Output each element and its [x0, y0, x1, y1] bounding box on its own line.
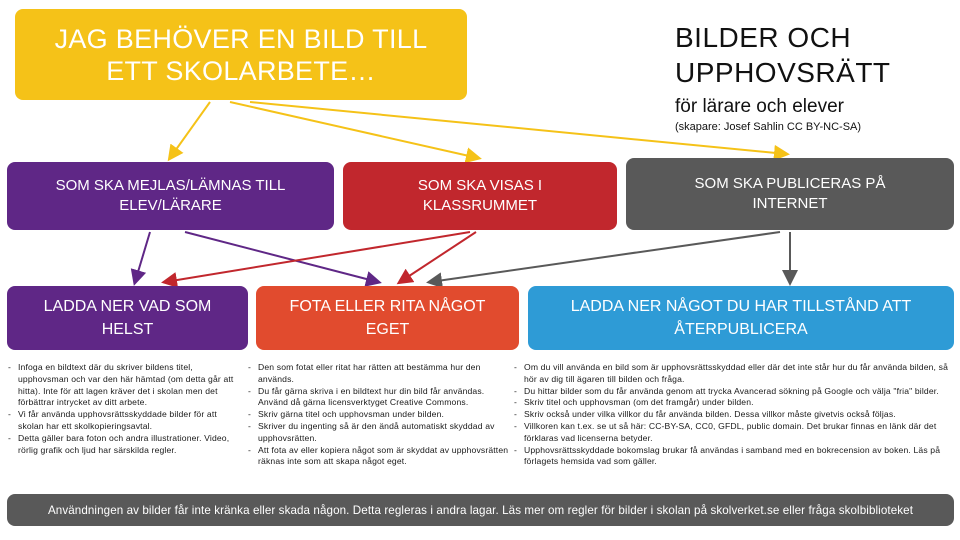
- footer-note: [7, 494, 954, 526]
- column-own-image: [246, 362, 512, 468]
- draw-line-2: EGET: [365, 321, 410, 338]
- list-item: - Skriv gärna titel och upphovsman under bilden.: [246, 409, 512, 421]
- box-publish-on-internet: [626, 158, 954, 230]
- list-item: - Infoga en bildtext där du skriver bildens titel, upphovsman och var den här hämtad (om detta går att hitta). Inte för att lagen kräver det i skolan men det förbättrar intrycket av ditt arbete.: [6, 362, 244, 409]
- list-item: - Villkoren kan t.ex. se ut så här: CC-BY-SA, CC0, GFDL, public domain. Det brukar finnas en länk där det förklaras vad licenserna betyder.: [512, 421, 956, 445]
- permission-line-1: LADDA NER NÅGOT DU HAR TILLSTÅND ATT: [570, 298, 912, 315]
- classroom-line-2: KLASSRUMMET: [422, 197, 538, 214]
- box-download-anything: [7, 286, 248, 350]
- title-line-1: BILDER OCH: [675, 22, 852, 53]
- list-item: - Den som fotat eller ritat har rätten att bestämma hur den används.: [246, 362, 512, 386]
- list-item: - Upphovsrättsskyddade bokomslag brukar få användas i samband med en bokrecension av boken. Läs på förlagets hemsida vad som gäller.: [512, 445, 956, 469]
- classroom-line-1: SOM SKA VISAS I: [417, 177, 543, 194]
- list-item: - Du får gärna skriva i en bildtext hur din bild får användas. Använd då gärna licensverktyget Creative Commons.: [246, 386, 512, 410]
- mail-line-1: SOM SKA MEJLAS/LÄMNAS TILL: [55, 177, 286, 194]
- footer-text: Användningen av bilder får inte kränka eller skada någon. Detta regleras i andra lagar. Läs mer om regler för bilder i skolan på skolverket.se eller fråga skolbiblioteket: [47, 503, 914, 517]
- list-item: - Om du vill använda en bild som är upphovsrättsskyddad eller där det inte står hur du får använda bilden, så hör av dig till ägaren till bilden och fråga.: [512, 362, 956, 386]
- any-line-2: HELST: [101, 321, 154, 338]
- arrow-class-to-draw: [400, 232, 476, 282]
- page-title: [675, 20, 891, 90]
- permission-line-2: ÅTERPUBLICERA: [674, 321, 808, 338]
- mail-line-2: ELEV/LÄRARE: [119, 197, 222, 214]
- arrow-to-mail: [170, 102, 210, 158]
- box-show-in-classroom: [343, 162, 617, 230]
- internet-line-1: SOM SKA PUBLICERAS PÅ: [694, 175, 886, 192]
- column-with-permission: [512, 362, 956, 468]
- any-line-1: LADDA NER VAD SOM: [43, 298, 212, 315]
- list-item: - Detta gäller bara foton och andra illustrationer. Video, rörlig grafik och ljud har särskilda regler.: [6, 433, 244, 457]
- question-line-2: ETT SKOLARBETE…: [106, 55, 376, 86]
- draw-line-1: FOTA ELLER RITA NÅGOT: [289, 298, 486, 315]
- box-download-with-permission: [528, 286, 954, 350]
- credit: (skapare: Josef Sahlin CC BY-NC-SA): [675, 121, 862, 133]
- arrow-mail-to-any: [135, 232, 150, 282]
- question-box: [15, 9, 467, 100]
- list-item: - Du hittar bilder som du får använda genom att trycka Avancerad sökning på Google och välja "fria" bilder.: [512, 386, 956, 398]
- internet-line-2: INTERNET: [752, 195, 828, 212]
- box-mail-to-student-teacher: [7, 162, 334, 230]
- subtitle: för lärare och elever: [675, 96, 844, 117]
- arrow-to-classroom: [230, 102, 478, 158]
- title-line-2: UPPHOVSRÄTT: [675, 57, 891, 88]
- box-photo-or-draw-own: [256, 286, 519, 350]
- question-line-1: JAG BEHÖVER EN BILD TILL: [54, 23, 428, 54]
- list-item: - Vi får använda upphovsrättsskyddade bilder för att skolan har ett skolkopieringsavtal.: [6, 409, 244, 433]
- list-item: - Att fota av eller kopiera något som är skyddat av upphovsrätten räknas inte som att skapa något eget.: [246, 445, 512, 469]
- column-download-anything: [6, 362, 244, 456]
- list-item: - Skriv titel och upphovsman (om det framgår) under bilden.: [512, 397, 956, 409]
- list-item: - Skriv också under vilka villkor du får använda bilden. Dessa villkor måste givetvis också följas.: [512, 409, 956, 421]
- list-item: - Skriver du ingenting så är den ändå automatiskt skyddad av upphovsrätten.: [246, 421, 512, 445]
- arrow-web-to-draw: [430, 232, 780, 282]
